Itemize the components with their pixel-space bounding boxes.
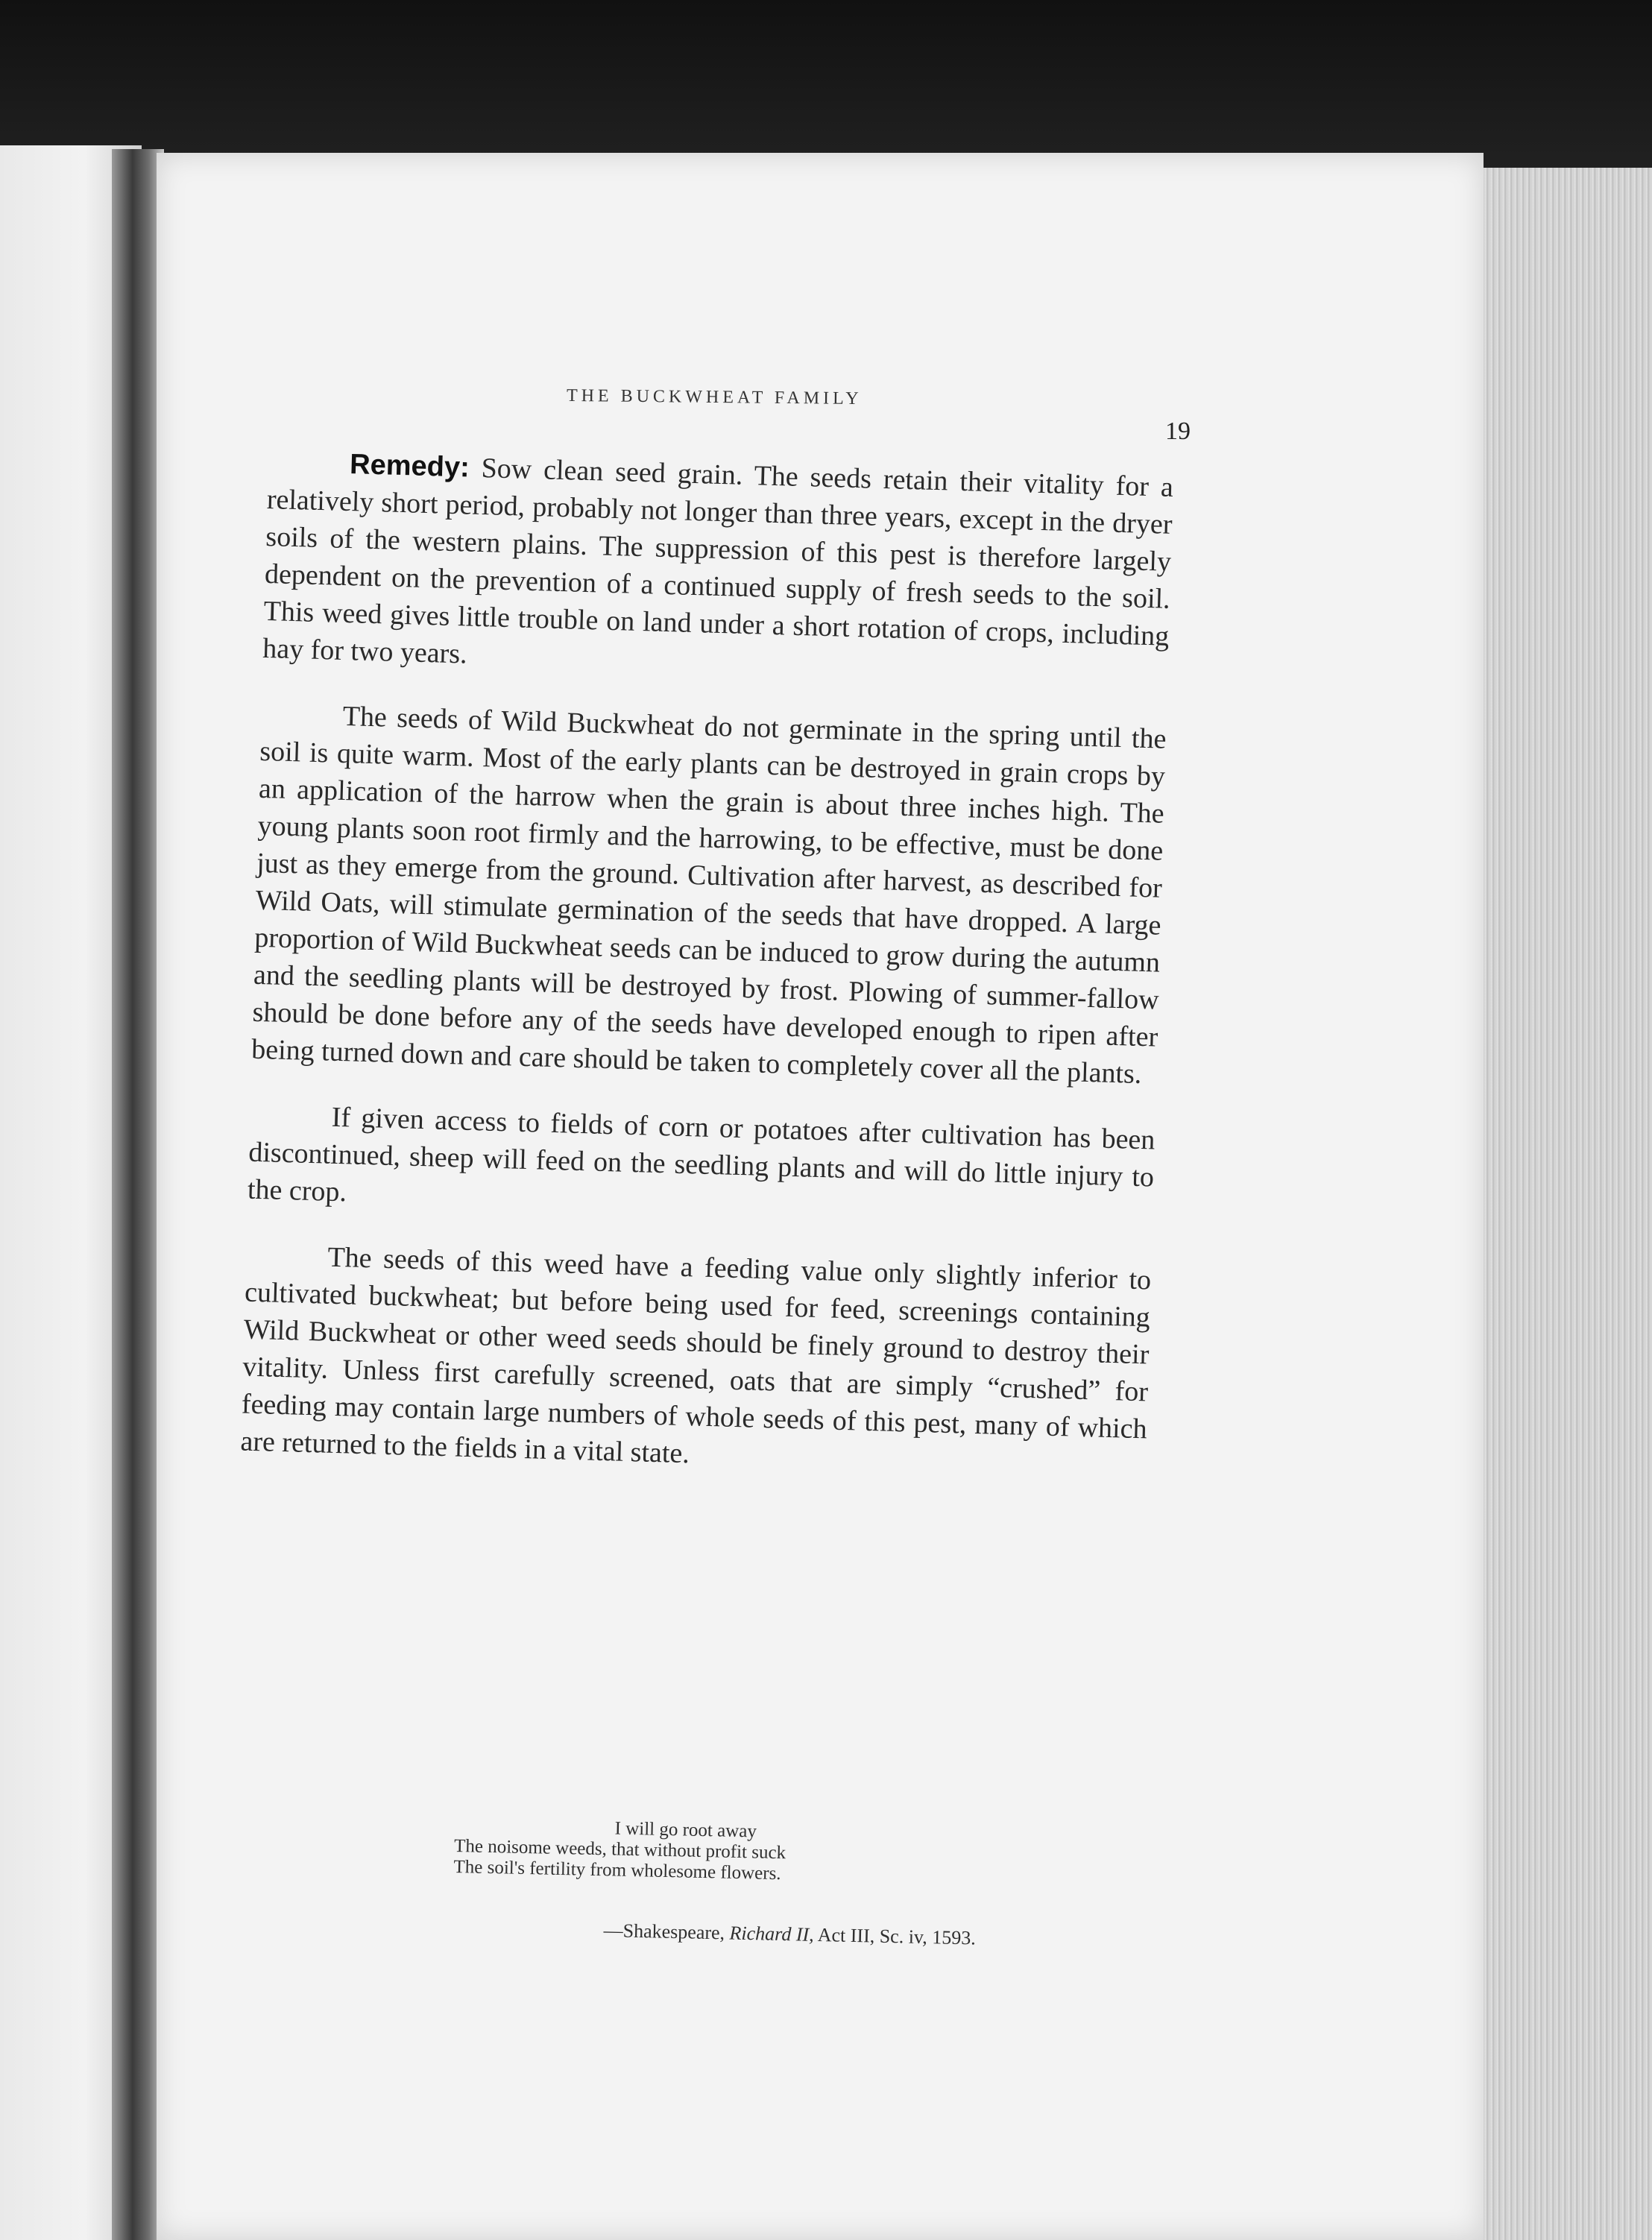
- epigraph-line-1: I will go root away: [614, 1818, 757, 1842]
- remedy-label: Remedy:: [349, 449, 470, 484]
- attribution-citation: Act III, Sc. iv, 1593.: [817, 1924, 977, 1949]
- paragraph-germination: The seeds of Wild Buckwheat do not germinate in the spring until the soil is quite warm. Most of the early plants can be destroyed in grain crops by an application of the harrow when the grain is about three inches high. The young plants soon root firmly and the harrowing, to be effective, must be done just as they emerge from the ground. Cultivation after harvest, as described for Wild Oats, will stimulate germination of the seeds that have dropped. A large proportion of Wild Buckwheat seeds can be induced to grow during the autumn and the seedling plants will be destroyed by frost. Plowing of summer-fallow should be done before any of the seeds have developed enough to ripen after being turned down and care should be taken to completely cover all the plants.: [250, 700, 1167, 1091]
- epigraph: [453, 1815, 977, 1889]
- paragraph-remedy: [262, 444, 1174, 692]
- paragraph-1-text: Sow clean seed grain. The seeds retain their vitality for a relatively short period, probably not longer than three years, except in the dryer soils of the western plains. The suppression of this pest is therefore largely dependent on the prevention of a continued supply of fresh seeds to the soil. This weed gives little trouble on land under a short rotation of crops, including hay for two years.: [262, 452, 1174, 670]
- paragraph-feeding-value: The seeds of this weed have a feeding value only slightly inferior to cultivated buckwheat; but before being used for feed, screenings containing Wild Buckwheat or other weed seeds should be finely ground to destroy their vitality. Unless first carefully screened, oats that are simply “crushed” for feeding may contain large numbers of whole seeds of this pest, many of which are returned to the fields in a vital state.: [240, 1241, 1152, 1470]
- running-head: THE BUCKWHEAT FAMILY: [566, 385, 863, 409]
- attribution-author: —Shakespeare,: [603, 1919, 725, 1944]
- attribution-work: Richard II,: [729, 1922, 815, 1946]
- page-number: 19: [1165, 417, 1191, 445]
- paragraph-sheep: If given access to fields of corn or potatoes after cultivation has been discontinued, sheep will feed on the seedling plants and will do little injury to the crop.: [247, 1101, 1156, 1208]
- body-text: [239, 444, 1174, 1513]
- epigraph-line-3: The soil's fertility from wholesome flowers.: [453, 1856, 781, 1884]
- epigraph-line-2: The noisome weeds, that without profit suck: [453, 1835, 786, 1864]
